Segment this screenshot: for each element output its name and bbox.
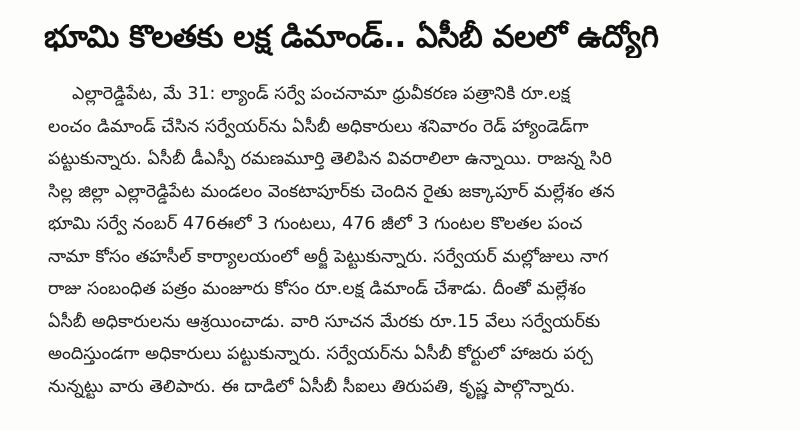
- article-line: పట్టుకున్నారు. ఏసీబీ డీఎస్పీ రమణమూర్తి తెలిపిన వివరాలిలా ఉన్నాయి. రాజన్న సిరి: [48, 149, 613, 169]
- article-line: సిల్ల జిల్లా ఎల్లారెడ్డిపేట మండలం వెంకటాపూర్‌కు చెందిన రైతు జక్కాపూర్ మల్లేశం తన: [48, 181, 615, 202]
- article-body: [48, 78, 788, 403]
- article-line: రాజు సంబంధిత పత్రం మంజూరు కోసం రూ.లక్ష డిమాండ్ చేశాడు. దీంతో మల్లేశం: [48, 279, 586, 299]
- article-line: నున్నట్టు వారు తెలిపారు. ఈ దాడిలో ఏసీబీ సీఐలు తిరుపతి, కృష్ణ పాల్గొన్నారు.: [48, 376, 576, 397]
- article-line: నామా కోసం తహసీల్ కార్యాలయంలో అర్జీ పెట్టుకున్నారు. సర్వేయర్ మల్లోజులు నాగ: [48, 246, 609, 267]
- article-line: లంచం డిమాండ్ చేసిన సర్వేయర్‌ను ఏసీబీ అధికారులు శనివారం రెడ్ హ్యాండెడ్‌గా: [48, 116, 589, 137]
- article-headline: భూమి కొలతకు లక్ష డిమాండ్.. ఏసీబీ వలలో ఉద్యోగి: [44, 19, 659, 55]
- article-line: భూమి సర్వే నంబర్ 476ఈలో 3 గుంటలు, 476 జీలో 3 గుంటల కొలతల పంచ: [48, 214, 583, 234]
- article-line: ఏసీబీ అధికారులను ఆశ్రయించాడు. వారి సూచన మేరకు రూ.15 వేలు సర్వేయర్‌కు: [48, 311, 601, 332]
- article-line: ఎల్లారెడ్డిపేట, మే 31: ల్యాండ్ సర్వే పంచనామా ధ్రువీకరణ పత్రానికి రూ.లక్ష: [72, 84, 571, 104]
- article-line: అందిస్తుండగా అధికారులు పట్టుకున్నారు. సర్వేయర్‌ను ఏసీబీ కోర్టులో హాజరు పర్చ: [48, 344, 593, 364]
